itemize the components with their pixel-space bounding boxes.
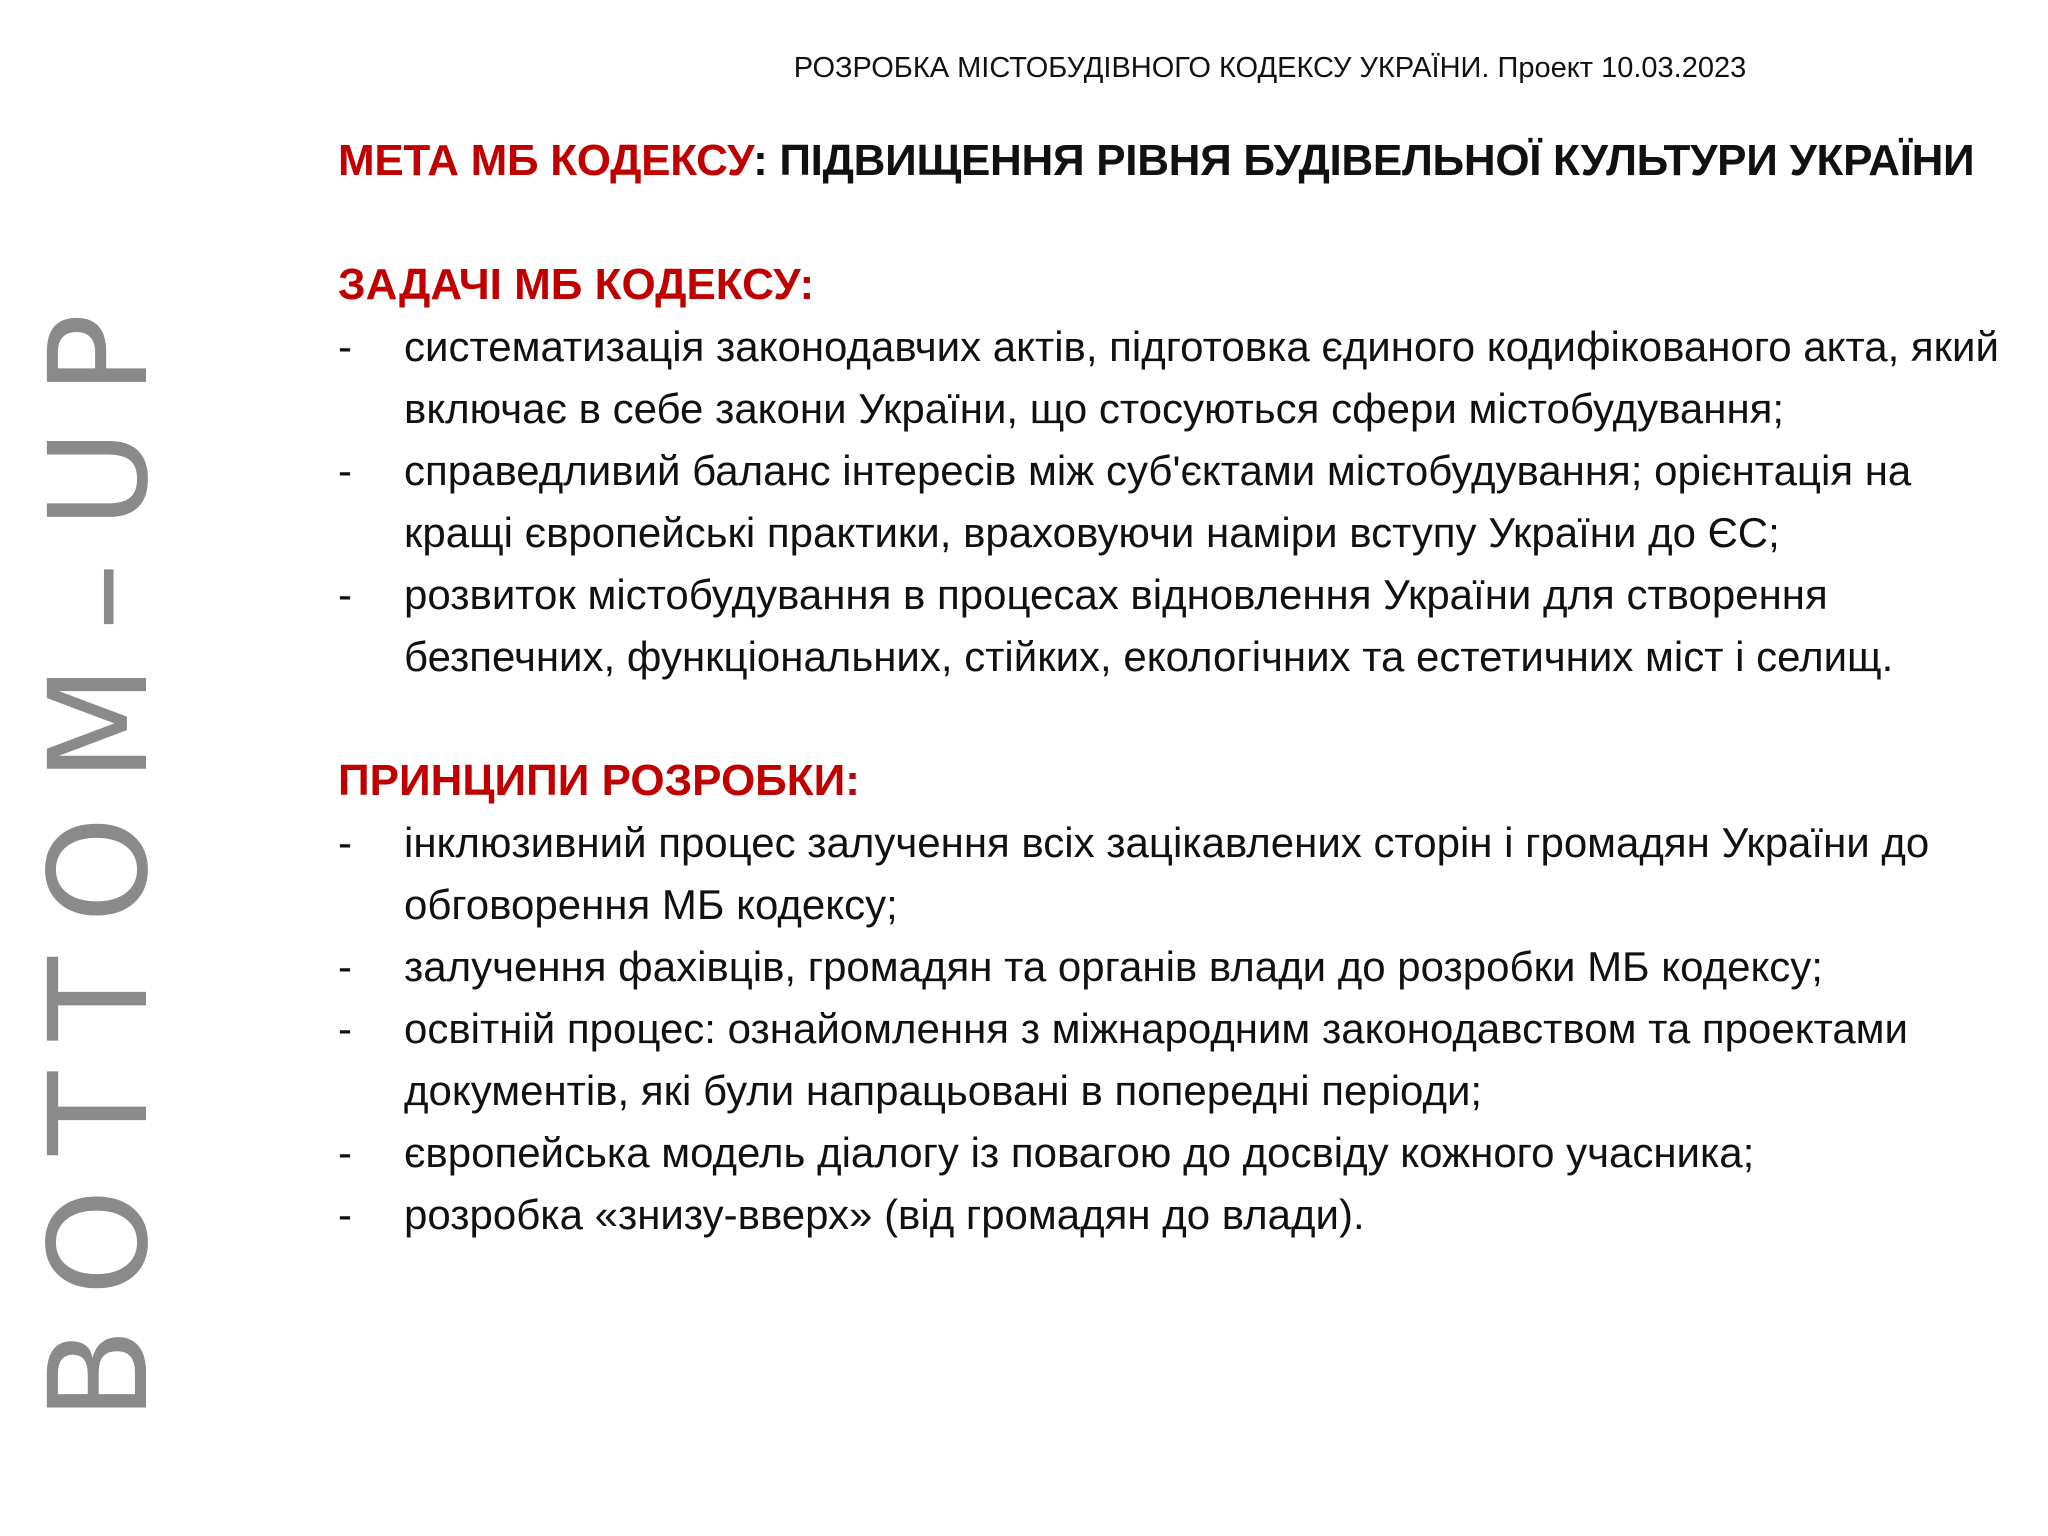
- principle-text: освітній процес: ознайомлення з міжнародним законодавством та проектами документів, які були напрацьовані в попередні періоди;: [404, 1005, 1909, 1114]
- list-item: [338, 1184, 2018, 1246]
- page-header: РОЗРОБКА МІСТОБУДІВНОГО КОДЕКСУ УКРАЇНИ. Проект 10.03.2023: [793, 52, 1747, 84]
- principles-list: [338, 812, 2018, 1246]
- list-item: [338, 812, 2018, 936]
- dash-bullet: -: [338, 1129, 352, 1176]
- side-vertical-label-text: BOTTOM–UP: [21, 279, 179, 1421]
- dash-bullet: -: [338, 819, 352, 866]
- list-item: [338, 316, 2018, 440]
- list-item: [338, 440, 2018, 564]
- tasks-heading: ЗАДАЧІ МБ КОДЕКСУ:: [338, 260, 815, 309]
- principle-text: розробка «знизу-вверх» (від громадян до влади).: [404, 1191, 1365, 1238]
- principle-text: інклюзивний процес залучення всіх зацікавлених сторін і громадян України до обговорення МБ кодексу;: [404, 819, 1930, 928]
- principle-text: європейська модель діалогу із повагою до досвіду кожного учасника;: [404, 1129, 1755, 1176]
- principle-text: залучення фахівців, громадян та органів влади до розробки МБ кодексу;: [404, 943, 1823, 990]
- dash-bullet: -: [338, 1005, 352, 1052]
- task-text: розвиток містобудування в процесах відновлення України для створення безпечних, функціональних, стійких, екологічних та естетичних міст і селищ.: [404, 571, 1894, 680]
- task-text: систематизація законодавчих актів, підготовка єдиного кодифікованого акта, який включає в себе закони України, що стосуються сфери містобудування;: [404, 323, 1999, 432]
- list-item: [338, 936, 2018, 998]
- main-content: [338, 130, 2018, 1246]
- dash-bullet: -: [338, 323, 352, 370]
- dash-bullet: -: [338, 1191, 352, 1238]
- dash-bullet: -: [338, 447, 352, 494]
- side-vertical-label: [0, 0, 200, 1536]
- list-item: [338, 998, 2018, 1122]
- goal-text: ПІДВИЩЕННЯ РІВНЯ БУДІВЕЛЬНОЇ КУЛЬТУРИ УКРАЇНИ: [779, 136, 1975, 185]
- dash-bullet: -: [338, 943, 352, 990]
- list-item: [338, 564, 2018, 688]
- task-text: справедливий баланс інтересів між суб'єктами містобудування; орієнтація на кращі європейські практики, враховуючи наміри вступу України до ЄС;: [404, 447, 1912, 556]
- goal-statement: [338, 130, 2018, 192]
- goal-label: МЕТА МБ КОДЕКСУ: [338, 136, 754, 185]
- goal-separator: :: [753, 136, 780, 185]
- principles-heading: ПРИНЦИПИ РОЗРОБКИ:: [338, 756, 860, 805]
- dash-bullet: -: [338, 571, 352, 618]
- tasks-list: [338, 316, 2018, 688]
- list-item: [338, 1122, 2018, 1184]
